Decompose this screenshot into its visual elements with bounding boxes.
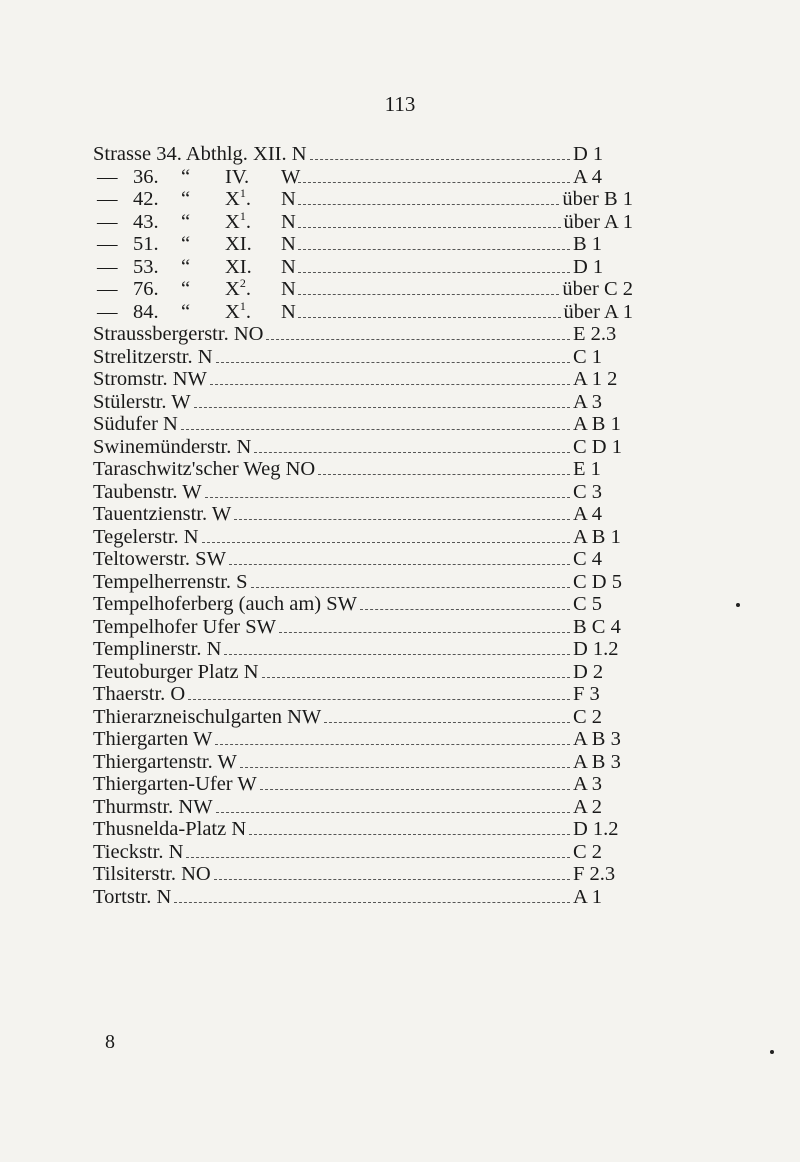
entry-label: Strelitzerstr. N [93, 345, 213, 368]
leader-dots [298, 204, 559, 205]
ditto-mark: “ [181, 300, 191, 323]
abteilung [225, 256, 281, 279]
leader-dots [254, 452, 570, 453]
entry-grid: A 3 [573, 390, 603, 413]
index-entry [93, 503, 633, 526]
abteilung [225, 166, 281, 189]
entry-grid: B C 4 [573, 615, 621, 638]
subentry-label [93, 256, 295, 279]
index-entry [93, 368, 633, 391]
leader-dots [216, 812, 570, 813]
abteilung-period: . [245, 210, 251, 233]
entry-label: Teutoburger Platz N [93, 660, 259, 683]
entry-grid: über A 1 [563, 300, 633, 323]
subentry-label [93, 278, 295, 301]
index-entry [93, 323, 633, 346]
district-code: N [281, 300, 296, 323]
abteilung-numeral: XI. [225, 233, 252, 255]
entry-label: Strasse 34. Abthlg. XII. N [93, 143, 307, 165]
leader-dots [216, 362, 570, 363]
leader-dots [240, 767, 570, 768]
index-subentry [93, 233, 633, 256]
dash-mark: — [97, 233, 118, 255]
entry-label: Thiergarten W [93, 728, 213, 750]
leader-dots [210, 384, 570, 385]
leader-dots [194, 407, 570, 408]
index-entry [93, 683, 633, 706]
entry-label: Stromstr. NW [93, 368, 207, 390]
subentry-label [93, 298, 296, 324]
dash-mark: — [97, 300, 118, 323]
entry-grid: C 1 [573, 345, 603, 368]
abteilung [225, 278, 281, 301]
abteilung-superscript: 2 [239, 276, 246, 291]
entry-grid: A 4 [573, 165, 603, 188]
index-entry [93, 796, 633, 819]
entry-label: Taraschwitz'scher Weg NO [93, 458, 316, 480]
index-entry [93, 436, 633, 459]
leader-dots [249, 834, 570, 835]
ditto-mark: “ [181, 278, 191, 300]
leader-dots [251, 587, 570, 588]
subentry-label [93, 233, 295, 256]
section-number: 43. [133, 210, 159, 233]
abteilung [225, 233, 281, 256]
dash-mark: — [97, 165, 118, 188]
entry-grid: D 1 [573, 255, 604, 278]
leader-dots [318, 474, 570, 475]
entry-grid: C D 5 [573, 570, 622, 593]
leader-dots [229, 564, 570, 565]
index-entry [93, 751, 633, 774]
abteilung-numeral: XI. [225, 255, 252, 278]
leader-dots [298, 182, 570, 183]
entry-grid: B 1 [573, 233, 603, 255]
district-code: N [281, 188, 296, 210]
abteilung [225, 208, 281, 234]
entry-label: Tauentzienstr. W [93, 503, 232, 525]
district-code: N [281, 255, 296, 278]
entry-grid: A B 3 [573, 728, 621, 750]
entry-grid: D 2 [573, 660, 604, 683]
entry-label: Tegelerstr. N [93, 525, 199, 548]
leader-dots [298, 249, 570, 250]
entry-grid: A 1 [573, 885, 603, 908]
section-number: 36. [133, 165, 159, 188]
ditto-mark: “ [181, 233, 191, 255]
page-number: 113 [384, 92, 416, 116]
leader-dots [202, 542, 570, 543]
entry-label: Thurmstr. NW [93, 795, 213, 818]
index-entry [93, 346, 633, 369]
leader-dots [224, 654, 570, 655]
entry-label: Tempelherrenstr. S [93, 570, 248, 593]
print-speck [736, 603, 740, 607]
district-code: N [281, 210, 296, 233]
entry-grid: D 1.2 [573, 818, 619, 840]
entry-grid: D 1 [573, 143, 604, 165]
index-entry [93, 391, 633, 414]
section-number: 76. [133, 278, 159, 300]
index-entry [93, 548, 633, 571]
dash-mark: — [97, 210, 118, 233]
entry-label: Tilsiterstr. NO [93, 863, 211, 885]
index-entry [93, 526, 633, 549]
signature-mark: 8 [105, 1031, 115, 1053]
entry-grid: C 2 [573, 705, 603, 728]
entry-label: Straussbergerstr. NO [93, 323, 264, 345]
leader-dots [360, 609, 570, 610]
leader-dots [181, 429, 570, 430]
index-subentry [93, 188, 633, 211]
entry-grid: C D 1 [573, 435, 622, 458]
section-number: 53. [133, 255, 159, 278]
index-subentry [93, 278, 633, 301]
subentry-label [93, 165, 301, 189]
leader-dots [298, 294, 559, 295]
entry-label: Tempelhoferberg (auch am) SW [93, 593, 358, 615]
dash-mark: — [97, 188, 118, 210]
section-number: 84. [133, 300, 159, 323]
entry-label: Taubenstr. W [93, 480, 202, 503]
entry-grid: A 1 2 [573, 368, 618, 390]
leader-dots [186, 857, 570, 858]
entry-grid: E 1 [573, 458, 601, 480]
district-code: N [281, 278, 296, 300]
entry-label: Tempelhofer Ufer SW [93, 615, 276, 638]
entry-label: Templinerstr. N [93, 638, 222, 660]
index-entry [93, 616, 633, 639]
abteilung-period: . [245, 300, 251, 323]
entry-grid: C 2 [573, 840, 603, 863]
entry-grid: A B 1 [573, 413, 621, 435]
entry-grid: D 1.2 [573, 638, 619, 660]
index-entry [93, 818, 633, 841]
leader-dots [324, 722, 570, 723]
leader-dots [215, 744, 570, 745]
street-index [93, 143, 633, 908]
leader-dots [205, 497, 570, 498]
leader-dots [298, 227, 561, 228]
leader-dots [260, 789, 570, 790]
entry-grid: E 2.3 [573, 323, 617, 345]
leader-dots [266, 339, 570, 340]
print-speck [770, 1050, 774, 1054]
entry-label: Thiergarten-Ufer W [93, 773, 257, 795]
entry-grid: A B 1 [573, 525, 621, 548]
section-number: 51. [133, 233, 159, 255]
index-entry [93, 458, 633, 481]
leader-dots [214, 879, 570, 880]
dash-mark: — [97, 278, 118, 300]
entry-grid: C 4 [573, 548, 603, 570]
ditto-mark: “ [181, 165, 191, 188]
entry-grid: C 3 [573, 480, 603, 503]
entry-grid: über C 2 [562, 278, 633, 300]
index-entry [93, 571, 633, 594]
dash-mark: — [97, 255, 118, 278]
abteilung-period: . [245, 278, 251, 300]
entry-label: Tortstr. N [93, 885, 172, 908]
entry-grid: F 2.3 [573, 863, 616, 885]
abteilung [225, 188, 281, 211]
leader-dots [298, 272, 570, 273]
ditto-mark: “ [181, 255, 191, 278]
entry-label: Teltowerstr. SW [93, 548, 226, 570]
index-subentry [93, 256, 633, 279]
entry-grid: A 2 [573, 795, 603, 818]
entry-label: Tieckstr. N [93, 840, 184, 863]
index-entry [93, 413, 633, 436]
entry-label: Stülerstr. W [93, 390, 191, 413]
index-entry [93, 143, 633, 166]
leader-dots [262, 677, 570, 678]
index-entry [93, 841, 633, 864]
abteilung-period: . [245, 188, 251, 210]
index-entry [93, 886, 633, 909]
ditto-mark: “ [181, 210, 191, 233]
leader-dots [279, 632, 570, 633]
leader-dots [174, 902, 570, 903]
ditto-mark: “ [181, 188, 191, 210]
abteilung-numeral: X [225, 188, 240, 210]
entry-grid: C 5 [573, 593, 603, 615]
abteilung-numeral: X [225, 278, 240, 300]
subentry-label [93, 188, 295, 211]
abteilung [225, 298, 281, 324]
leader-dots [298, 317, 561, 318]
abteilung-superscript: 1 [239, 208, 246, 223]
abteilung-numeral: IV. [225, 165, 250, 188]
entry-label: Thaerstr. O [93, 683, 186, 705]
abteilung-numeral: X [225, 210, 240, 233]
leader-dots [234, 519, 570, 520]
index-entry [93, 706, 633, 729]
leader-dots [188, 699, 570, 700]
district-code: W [281, 165, 301, 188]
index-entry [93, 481, 633, 504]
index-entry [93, 863, 633, 886]
index-entry [93, 593, 633, 616]
index-entry [93, 638, 633, 661]
index-subentry [93, 298, 633, 324]
entry-label: Südufer N [93, 413, 178, 435]
abteilung-superscript: 1 [239, 186, 246, 201]
index-subentry [93, 208, 633, 234]
entry-grid: A 4 [573, 503, 603, 525]
entry-grid: über B 1 [562, 188, 633, 210]
district-code: N [281, 233, 296, 255]
abteilung-numeral: X [225, 300, 240, 323]
leader-dots [310, 159, 570, 160]
entry-label: Swinemünderstr. N [93, 435, 252, 458]
entry-grid: A 3 [573, 773, 603, 795]
entry-label: Thiergartenstr. W [93, 750, 237, 773]
section-number: 42. [133, 188, 159, 210]
entry-label: Thierarzneischulgarten NW [93, 705, 322, 728]
abteilung-superscript: 1 [239, 298, 246, 313]
index-entry [93, 661, 633, 684]
index-subentry [93, 166, 633, 189]
index-entry [93, 728, 633, 751]
entry-grid: A B 3 [573, 750, 621, 773]
entry-grid: über A 1 [563, 210, 633, 233]
entry-grid: F 3 [573, 683, 600, 705]
entry-label: Thusnelda-Platz N [93, 818, 247, 840]
index-entry [93, 773, 633, 796]
subentry-label [93, 208, 296, 234]
